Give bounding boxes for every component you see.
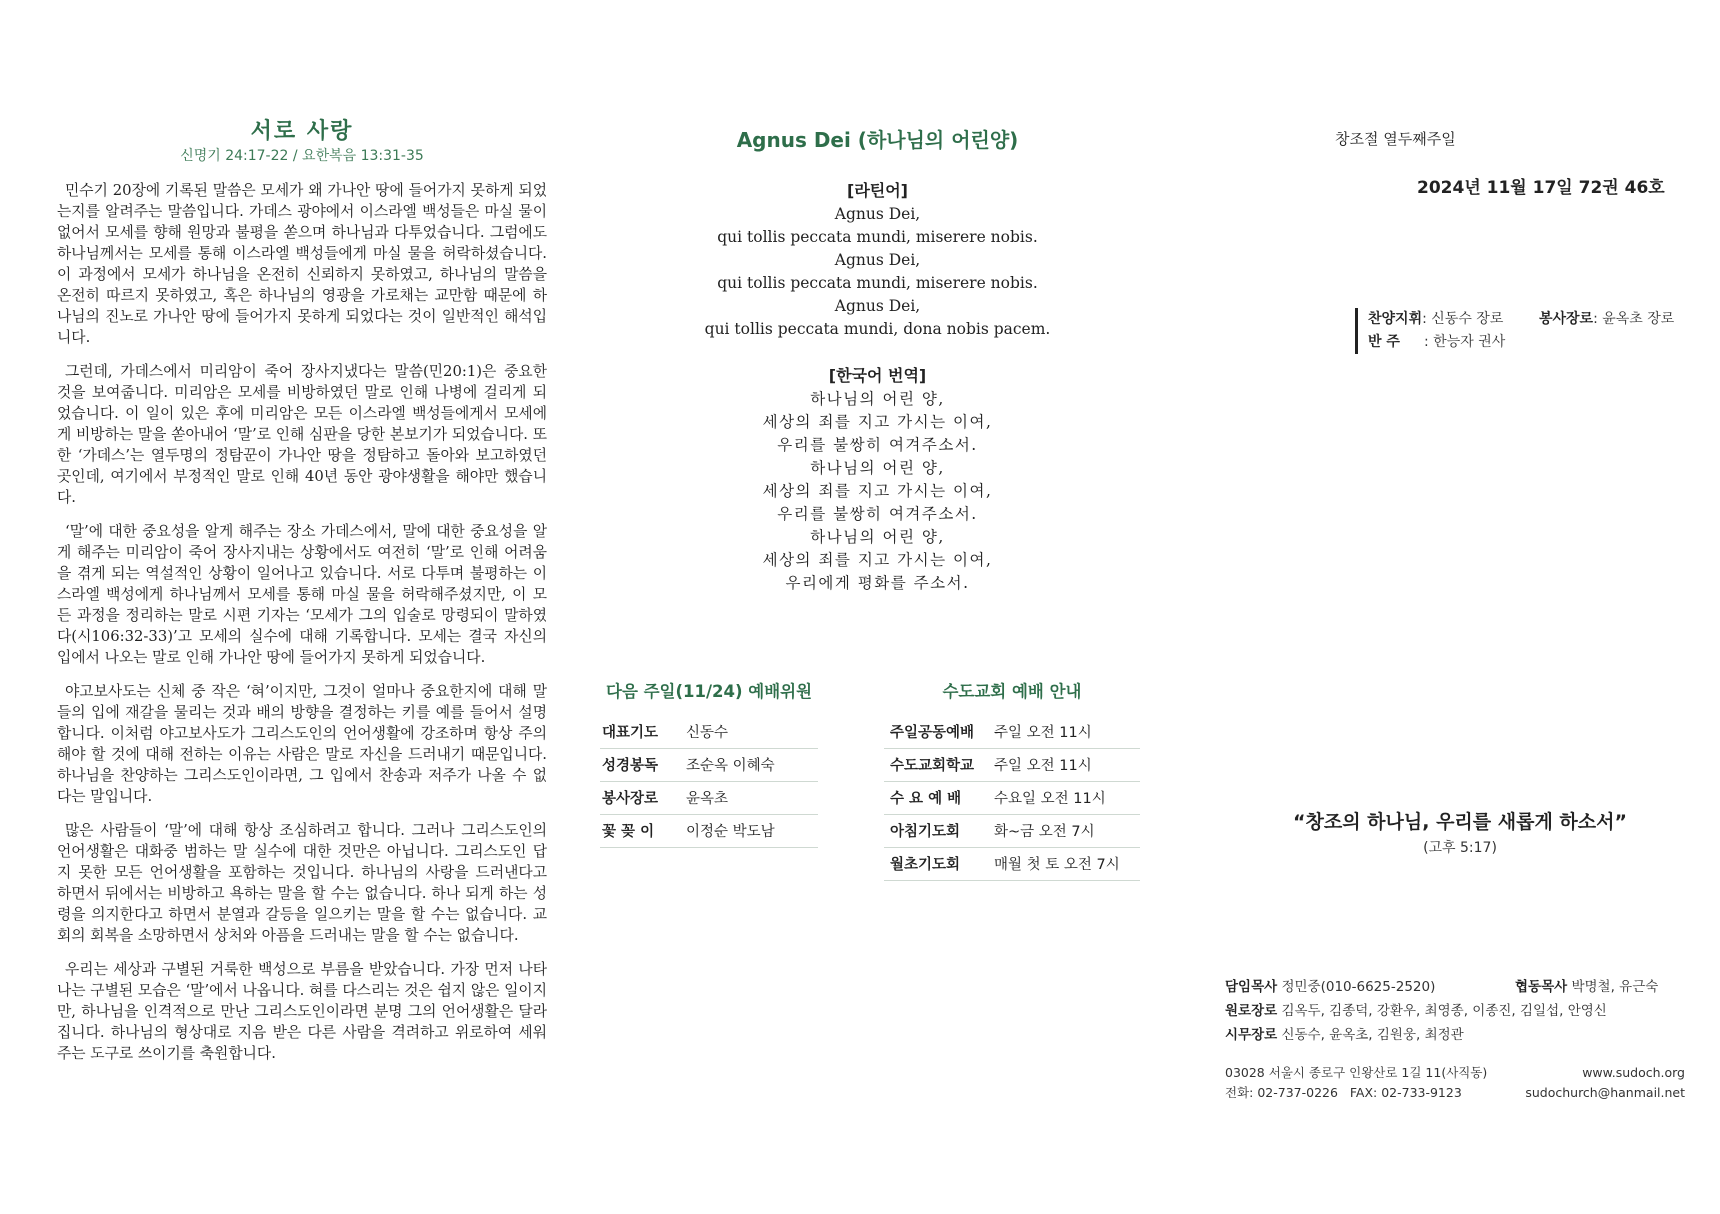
table-row [884, 848, 1140, 881]
worship-guide-title: 수도교회 예배 안내 [942, 682, 1082, 701]
staff-row [1368, 331, 1688, 354]
senior-pastor-label: 담임목사 [1225, 979, 1278, 995]
church-phone-fax: 전화: 02-737-0226 FAX: 02-733-9123 [1225, 1085, 1462, 1100]
sermon-paragraph: 우리는 세상과 구별된 거룩한 백성으로 부름을 받았습니다. 가장 먼저 나타나는 구별된 모습은 ‘말’에서 나옵니다. 혀를 다스리는 것은 쉽지 않은 일이지만, 하나님을 인격적으로 만난 그리스도인이라면 분명 그의 언어생활은 달라집니다. 하나님의 형상대로 지음 받은 다른 사람을 격려하고 위로하여 세워주는 도구로 쓰이기를 축원합니다. [57, 961, 547, 1062]
table-row [600, 782, 818, 815]
sermon-reference: 신명기 24:17-22 / 요한복음 13:31-35 [180, 148, 424, 164]
verse-line: 세상의 죄를 지고 가시는 이여, [762, 551, 993, 569]
verse-line: Agnus Dei, [834, 251, 921, 269]
role-cell: 성경봉독 [600, 749, 682, 782]
verse-line: qui tollis peccata mundi, miserere nobis. [717, 274, 1038, 292]
accompanist-label: 반 주 [1368, 334, 1400, 350]
church-motto: “창조의 하나님, 우리를 새롭게 하소서” [1293, 811, 1627, 833]
church-leaders [1225, 975, 1695, 1047]
church-email[interactable]: sudochurch@hanmail.net [1525, 1085, 1685, 1100]
associate-pastor-label: 협동목사 [1515, 979, 1568, 995]
korean-section [600, 363, 1155, 595]
verse-line: qui tollis peccata mundi, miserere nobis. [717, 228, 1038, 246]
sermon-paragraph: 야고보사도는 신체 중 작은 ‘혀’이지만, 그것이 얼마나 중요한지에 대해 말들의 입에 재갈을 물리는 것과 배의 방향을 결정하는 키를 예를 들어서 설명합니다. 이처럼 야고보사도가 그리스도인의 언어생활에 강조하며 항상 주의해야 할 것에 대해 전하는 이유는 사람은 말로 자신을 드러내기 때문입니다. 하나님을 찬양하는 그리스도인이라면, 그 입에서 찬송과 저주가 나올 수 없다는 말입니다. [57, 683, 547, 805]
associate-pastor-value: 박명철, 유근숙 [1571, 979, 1659, 995]
service-staff [1355, 308, 1688, 354]
role-cell: 봉사장로 [600, 782, 682, 815]
verse-line: 우리를 불쌍히 여겨주소서. [777, 505, 978, 523]
table-row [600, 716, 818, 749]
church-contact [1225, 1063, 1685, 1103]
choir-label: 찬양지휘 [1368, 311, 1423, 327]
emeritus-elders-value: 김옥두, 김종덕, 강환우, 최영종, 이종진, 김일섭, 안영신 [1281, 1003, 1607, 1019]
verse-line: 세상의 죄를 지고 가시는 이여, [762, 482, 993, 500]
contact-row [1225, 1083, 1685, 1103]
service-time-cell: 매월 첫 토 오전 7시 [990, 848, 1140, 881]
table-row [600, 815, 818, 848]
hymn-title: Agnus Dei (하나님의 어린양) [736, 128, 1019, 152]
name-cell: 이정순 박도남 [682, 815, 818, 848]
ministers-table [600, 716, 818, 848]
emeritus-elders-label: 원로장로 [1225, 1003, 1278, 1019]
service-name-cell: 월초기도회 [884, 848, 990, 881]
role-cell: 대표기도 [600, 716, 682, 749]
service-name-cell: 수도교회학교 [884, 749, 990, 782]
worship-guide [884, 678, 1140, 881]
verse-line: Agnus Dei, [834, 205, 921, 223]
verse-line: qui tollis peccata mundi, dona nobis pacem. [704, 320, 1051, 338]
table-row [600, 749, 818, 782]
sermon-body [57, 180, 547, 1077]
staff-row [1368, 308, 1688, 331]
verse-line: 세상의 죄를 지고 가시는 이여, [762, 413, 993, 431]
liturgical-season: 창조절 열두째주일 [1335, 130, 1456, 148]
service-time-cell: 수요일 오전 11시 [990, 782, 1140, 815]
church-website[interactable]: www.sudoch.org [1582, 1065, 1685, 1080]
latin-section [600, 178, 1155, 341]
church-address: 03028 서울시 종로구 인왕산로 1길 11(사직동) [1225, 1065, 1488, 1080]
service-time-cell: 화~금 오전 7시 [990, 815, 1140, 848]
leader-row [1225, 975, 1695, 999]
sermon-paragraph: 민수기 20장에 기록된 말씀은 모세가 왜 가나안 땅에 들어가지 못하게 되었는지를 알려주는 말씀입니다. 가데스 광야에서 이스라엘 백성들은 마실 물이 없어서 모세를 향해 원망과 불평을 쏟으며 하나님과 다투었습니다. 그럼에도 하나님께서는 모세를 통해 이스라엘 백성들에게 마실 물을 허락하셨습니다. 이 과정에서 모세가 하나님을 온전히 신뢰하지 못하였고, 하나님의 말씀을 온전히 따르지 못하였고, 혹은 하나님의 영광을 가로채는 교만함 때문에 하나님의 진노로 가나안 땅에 들어가지 못하게 되었다는 것이 일반적인 해석입니다. [57, 182, 547, 346]
active-elders-label: 시무장로 [1225, 1027, 1278, 1043]
table-row [884, 815, 1140, 848]
motto-reference: (고후 5:17) [1423, 840, 1497, 856]
service-name-cell: 수 요 예 배 [884, 782, 990, 815]
verse-line: 우리에게 평화를 주소서. [785, 574, 970, 592]
verse-line: 하나님의 어린 양, [810, 459, 945, 477]
sermon-paragraph: 많은 사람들이 ‘말’에 대해 항상 조심하려고 합니다. 그러나 그리스도인의 언어생활은 대화중 범하는 말 실수에 대한 것만은 아닙니다. 그리스도인 답지 못한 모든 언어생활을 포함하는 것입니다. 하나님의 사랑을 드러낸다고 하면서 뒤에서는 비방하고 욕하는 말을 할 수는 없습니다. 하나 되게 하는 성령을 의지한다고 하면서 분열과 갈등을 일으키는 말을 할 수는 없습니다. 교회의 회복을 소망하면서 상처와 아픔을 드러내는 말을 할 수는 없습니다. [57, 822, 547, 944]
worship-table [884, 716, 1140, 881]
verse-line: Agnus Dei, [834, 297, 921, 315]
next-week-ministers [600, 678, 818, 848]
table-row [884, 716, 1140, 749]
sermon-paragraph: 그런데, 가데스에서 미리암이 죽어 장사지냈다는 말씀(민20:1)은 중요한 것을 보여줍니다. 미리암은 모세를 비방하였던 말로 인해 나병에 걸리게 되었습니다. 이 일이 있은 후에 미리암은 모든 이스라엘 백성들에게서 모세에게 비방하는 말을 쏟아내어 ‘말’로 인해 심판을 당한 본보기가 되었습니다. 또한 ‘가데스’는 열두명의 정탐꾼이 가나안 땅을 정탐하고 돌아와 보고하였던 곳인데, 여기에서 부정적인 말로 인해 40년 동안 광야생활을 해야만 했습니다. [57, 363, 547, 506]
name-cell: 조순옥 이혜숙 [682, 749, 818, 782]
issue-date: 2024년 11월 17일 72권 46호 [1417, 178, 1665, 198]
verse-line: 우리를 불쌍히 여겨주소서. [777, 436, 978, 454]
name-cell: 신동수 [682, 716, 818, 749]
elder-label: 봉사장로 [1538, 311, 1594, 327]
verse-line: 하나님의 어린 양, [810, 528, 945, 546]
verse-line: 하나님의 어린 양, [810, 390, 945, 408]
contact-row [1225, 1063, 1685, 1083]
table-row [884, 782, 1140, 815]
senior-pastor-value: 정민중(010-6625-2520) [1281, 979, 1436, 995]
active-elders-value: 신동수, 윤옥초, 김원웅, 최정관 [1281, 1027, 1464, 1043]
associate-pastor [1515, 975, 1658, 999]
leader-row [1225, 999, 1695, 1023]
sermon-title: 서로 사랑 [250, 119, 354, 144]
role-cell: 꽃 꽂 이 [600, 815, 682, 848]
latin-heading: [라틴어] [847, 181, 908, 200]
leader-row [1225, 1023, 1695, 1047]
service-name-cell: 아침기도회 [884, 815, 990, 848]
sermon-paragraph: ‘말’에 대한 중요성을 알게 해주는 장소 가데스에서, 말에 대한 중요성을 알게 해주는 미리암이 죽어 장사지내는 상황에서도 여전히 ‘말’로 인해 어려움을 겪게 되는 역설적인 상황이 일어나고 있습니다. 서로 다투며 불평하는 이스라엘 백성에게 하나님께서 모세를 통해 마실 물을 허락해주셨지만, 이 모든 과정을 정리하는 말로 시편 기자는 ‘모세가 그의 입술로 망령되이 말하였다(시106:32-33)’고 모세의 실수에 대해 기록합니다. 모세는 결국 자신의 입에서 나오는 말로 인해 가나안 땅에 들어가지 못하게 되었습니다. [57, 523, 547, 666]
service-time-cell: 주일 오전 11시 [990, 749, 1140, 782]
elder-value: : 윤옥초 장로 [1593, 311, 1675, 327]
korean-heading: [한국어 번역] [828, 366, 927, 385]
accompanist-value: : 한능자 권사 [1424, 334, 1506, 350]
service-name-cell: 주일공동예배 [884, 716, 990, 749]
choir-value: : 신동수 장로 [1422, 311, 1504, 327]
name-cell: 윤옥초 [682, 782, 818, 815]
next-week-title: 다음 주일(11/24) 예배위원 [606, 682, 813, 701]
table-row [884, 749, 1140, 782]
service-time-cell: 주일 오전 11시 [990, 716, 1140, 749]
